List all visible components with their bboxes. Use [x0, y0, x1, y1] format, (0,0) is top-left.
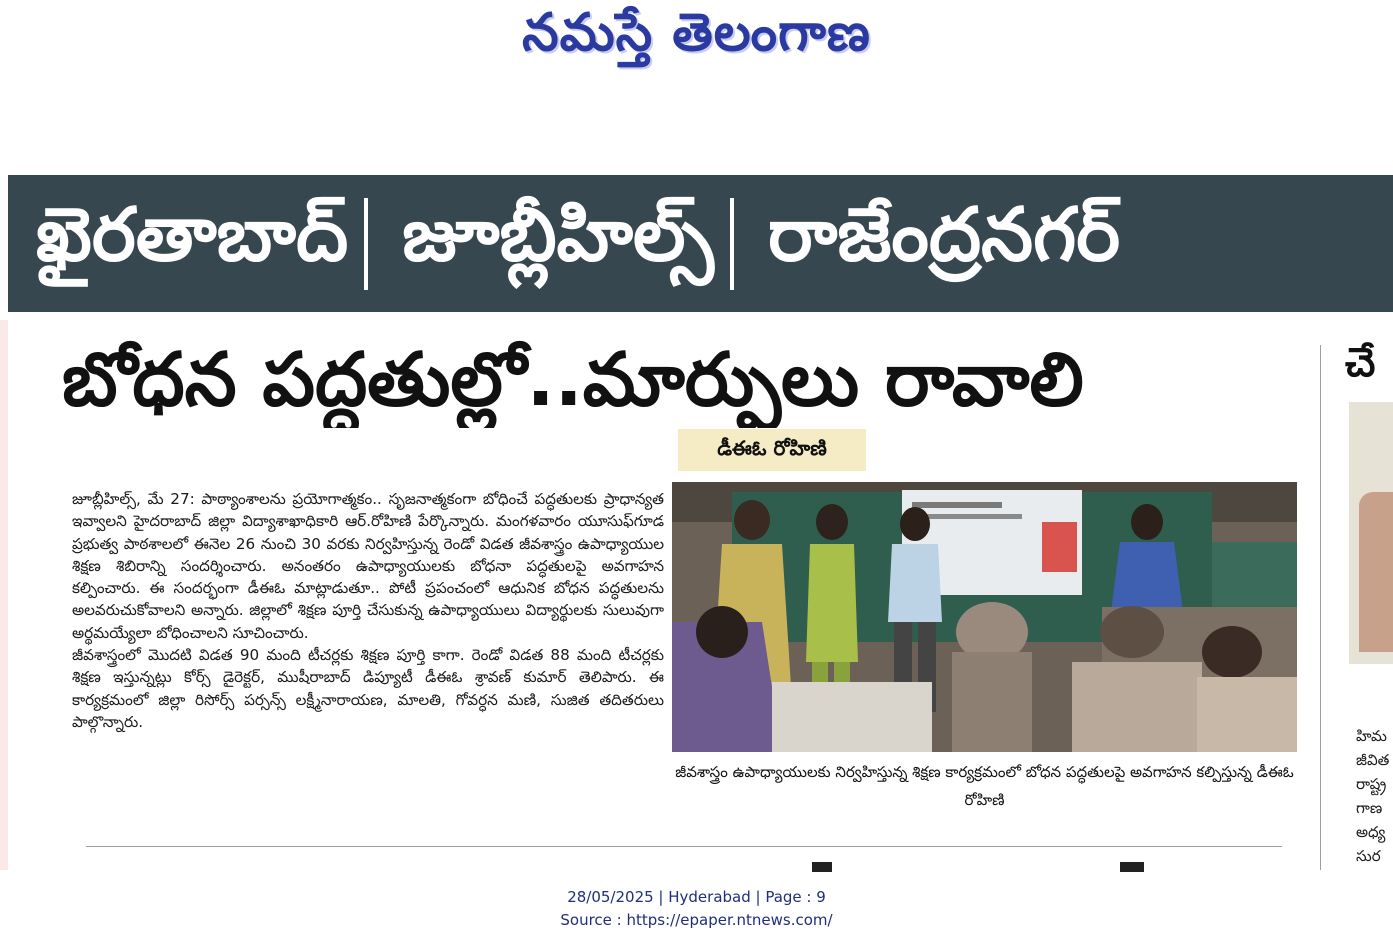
- adjacent-text-line: హిమ: [1356, 727, 1387, 745]
- newspaper-logo: నమస్తే తెలంగాణ: [522, 2, 871, 63]
- article-photo: [672, 482, 1297, 752]
- adjacent-text-line: రాష్ట్ర: [1356, 775, 1387, 793]
- adjacent-text-line: గాణ: [1356, 799, 1383, 817]
- headline-glyph-fragment: [1120, 862, 1144, 872]
- header-place-khairatabad: ఖైరతాబాద్: [36, 191, 349, 278]
- adjacent-text-line: జీవిత: [1356, 751, 1390, 769]
- adjacent-article-headline: చే: [1345, 340, 1376, 386]
- header-separator: [730, 198, 734, 290]
- article-headline: బోధన పద్ధతుల్లో..మార్పులు రావాలి: [62, 337, 1084, 423]
- footer-date-page: 28/05/2025 | Hyderabad | Page : 9: [567, 888, 826, 906]
- adjacent-photo-figure: [1359, 492, 1393, 652]
- masthead: [0, 0, 1393, 90]
- left-margin-strip: [0, 320, 8, 870]
- adjacent-text-line: అధ్య: [1356, 823, 1386, 841]
- section-header-band: [8, 175, 1393, 312]
- classroom-photo-illustration: [672, 482, 1297, 752]
- article-body: [72, 488, 664, 733]
- adjacent-text-line: సుర: [1356, 847, 1381, 864]
- footer-source-link[interactable]: Source : https://epaper.ntnews.com/: [560, 911, 833, 929]
- horizontal-divider: [86, 846, 1282, 847]
- headline-glyph-fragment: [812, 862, 832, 872]
- photo-caption: జీవశాస్త్రం ఉపాధ్యాయులకు నిర్వహిస్తున్న శిక్షణ కార్యక్రమంలో బోధన పద్ధతులపై అవగాహన కల్పిస్తున్న డీఈఓ రోహిణి: [675, 763, 1294, 809]
- article-paragraph: జీవశాస్త్రంలో మొదటి విడత 90 మంది టీచర్లకు శిక్షణ పూర్తి కాగా. రెండో విడత 88 మంది టీచర్లకు శిక్షణ ఇస్తున్నట్లు కోర్స్ డైరెక్టర్, ముషీరాబాద్ డిప్యూటీ డీఈఓ శ్రావణ్ కుమార్ తెలిపారు. ఈ కార్యక్రమంలో జిల్లా రిసోర్స్ పర్సన్స్ లక్ష్మీనారాయణ, మాలతి, గోవర్ధన మణి, సుజిత తదితరులు పాల్గొన్నారు.: [72, 646, 664, 731]
- header-place-rajendranagar: రాజేంద్రనగర్: [767, 191, 1121, 278]
- header-separator: [364, 198, 368, 290]
- column-divider: [1320, 345, 1321, 870]
- adjacent-article-photo: [1349, 402, 1393, 664]
- page-footer: [0, 886, 1393, 932]
- header-place-jubilee-hills: జూబ్లీహిల్స్: [402, 191, 714, 278]
- article-byline: డీఈఓ రోహిణి: [678, 429, 866, 471]
- next-headline-fragment: [800, 862, 1180, 872]
- article-paragraph: జూబ్లీహిల్స్, మే 27: పాఠ్యాంశాలను ప్రయోగాత్మకం.. సృజనాత్మకంగా బోధించే పద్ధతులకు ప్రాధాన్యత ఇవ్వాలని హైదరాబాద్ జిల్లా విద్యాశాఖాధికారి ఆర్.రోహిణి పేర్కొన్నారు. మంగళవారం యూసుఫ్‌గూడ ప్రభుత్వ పాఠశాలలో ఈనెల 26 నుంచి 30 వరకు నిర్వహిస్తున్న రెండో విడత జీవశాస్త్రం ఉపాధ్యాయుల శిక్షణ శిబిరాన్ని సందర్శించారు. అనంతరం ఉపాధ్యాయులకు బోధనా పద్ధతులపై అవగాహన కల్పించారు. ఈ సందర్భంగా డీఈఓ మాట్లాడుతూ.. పోటీ ప్రపంచంలో ఆధునిక బోధన పద్ధతులను అలవరుచుకోవాలని అన్నారు. జిల్లాలో శిక్షణ పూర్తి చేసుకున్న ఉపాధ్యాయులు విద్యార్థులకు సులువుగా అర్థమయ్యేలా బోధించాలని సూచించారు.: [72, 490, 664, 642]
- adjacent-article-text: [1356, 724, 1393, 864]
